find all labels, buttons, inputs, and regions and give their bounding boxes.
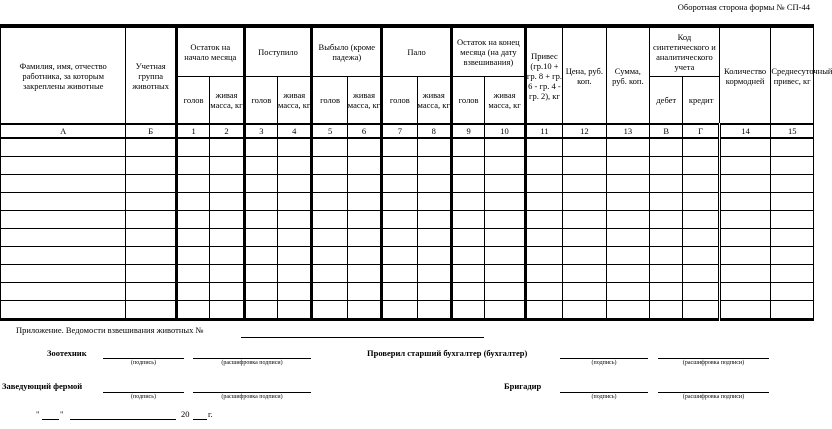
entry-cell[interactable]: [347, 211, 381, 229]
entry-cell[interactable]: [1, 211, 126, 229]
sub-heads-1: голов: [176, 77, 209, 125]
entry-cell[interactable]: [210, 283, 244, 301]
table-row: [1, 229, 814, 247]
table-row: [1, 175, 814, 193]
entry-cell[interactable]: [382, 138, 417, 157]
entry-cell[interactable]: [244, 157, 277, 175]
entry-cell[interactable]: [347, 138, 381, 157]
entry-cell[interactable]: [771, 175, 814, 193]
brigadier-decode-field[interactable]: [658, 392, 769, 393]
entry-cell[interactable]: [1, 283, 126, 301]
entry-cell[interactable]: [525, 175, 562, 193]
entry-cell[interactable]: [563, 138, 606, 157]
entry-cell[interactable]: [606, 265, 649, 283]
entry-cell[interactable]: [176, 247, 209, 265]
entry-cell[interactable]: [278, 193, 312, 211]
entry-cell[interactable]: [417, 175, 451, 193]
entry-cell[interactable]: [210, 265, 244, 283]
entry-cell[interactable]: [719, 138, 771, 157]
entry-cell[interactable]: [417, 138, 451, 157]
entry-cell[interactable]: [606, 138, 649, 157]
entry-cell[interactable]: [485, 301, 525, 320]
entry-cell[interactable]: [244, 247, 277, 265]
index-cell: Г: [683, 124, 719, 138]
entry-cell[interactable]: [650, 175, 683, 193]
date-year-suffix: г.: [208, 409, 213, 419]
entry-cell[interactable]: [244, 265, 277, 283]
col-group-header: Учетная группа животных: [126, 26, 177, 124]
entry-cell[interactable]: [451, 301, 484, 320]
table-row: [1, 138, 814, 157]
entry-cell[interactable]: [312, 301, 347, 320]
date-year-field[interactable]: [193, 419, 207, 420]
col-gain-header: Привес (гр.10 + гр. 8 + гр. 6 - гр. 4 - гр. 2), кг: [525, 26, 562, 124]
index-cell: 8: [417, 124, 451, 138]
brigadier-signature-field[interactable]: [560, 392, 648, 393]
entry-cell[interactable]: [312, 138, 347, 157]
entry-cell[interactable]: [126, 229, 177, 247]
entry-cell[interactable]: [244, 283, 277, 301]
index-cell: 14: [719, 124, 771, 138]
entry-cell[interactable]: [485, 138, 525, 157]
table-row: [1, 265, 814, 283]
entry-cell[interactable]: [417, 193, 451, 211]
entry-cell[interactable]: [210, 175, 244, 193]
entry-cell[interactable]: [525, 229, 562, 247]
entry-cell[interactable]: [417, 265, 451, 283]
entry-cell[interactable]: [683, 193, 719, 211]
entry-cell[interactable]: [719, 229, 771, 247]
sub-weight-4: живая масса, кг: [278, 77, 312, 125]
entry-cell[interactable]: [210, 247, 244, 265]
report-table: [0, 24, 832, 321]
entry-cell[interactable]: [312, 283, 347, 301]
table-row: [1, 247, 814, 265]
entry-cell[interactable]: [563, 247, 606, 265]
entry-cell[interactable]: [771, 138, 814, 157]
entry-cell[interactable]: [485, 193, 525, 211]
checked-by-label: Проверил старший бухгалтер (бухгалтер): [367, 348, 528, 358]
index-cell: 4: [278, 124, 312, 138]
entry-cell[interactable]: [417, 247, 451, 265]
sub-heads-3: голов: [244, 77, 277, 125]
checked-decode-field[interactable]: [658, 358, 769, 359]
entry-cell[interactable]: [312, 211, 347, 229]
entry-cell[interactable]: [525, 157, 562, 175]
entry-cell[interactable]: [312, 175, 347, 193]
entry-cell[interactable]: [347, 175, 381, 193]
entry-cell[interactable]: [683, 283, 719, 301]
sub-heads-5: голов: [312, 77, 347, 125]
entry-cell[interactable]: [278, 301, 312, 320]
entry-cell[interactable]: [771, 283, 814, 301]
entry-cell[interactable]: [176, 138, 209, 157]
entry-cell[interactable]: [278, 175, 312, 193]
entry-cell[interactable]: [1, 175, 126, 193]
entry-cell[interactable]: [485, 265, 525, 283]
entry-cell[interactable]: [525, 138, 562, 157]
entry-cell[interactable]: [176, 229, 209, 247]
entry-cell[interactable]: [525, 193, 562, 211]
attachment-number-field[interactable]: [241, 337, 484, 338]
checked-signature-field[interactable]: [560, 358, 648, 359]
farm-head-decode-field[interactable]: [193, 392, 311, 393]
signature-hint: (подпись): [131, 360, 156, 366]
entry-cell[interactable]: [278, 265, 312, 283]
index-cell: 2: [210, 124, 244, 138]
table-row: [1, 301, 814, 320]
col-arrived-header: Поступило: [244, 26, 312, 77]
entry-cell[interactable]: [417, 157, 451, 175]
entry-cell[interactable]: [210, 193, 244, 211]
column-index-row: [1, 124, 814, 138]
index-cell: А: [1, 124, 126, 138]
entry-cell[interactable]: [278, 157, 312, 175]
entry-cell[interactable]: [719, 175, 771, 193]
entry-rows: [1, 138, 814, 320]
entry-cell[interactable]: [606, 193, 649, 211]
col-code-header: Код синтетического и аналитического учета: [650, 26, 720, 77]
farm-head-signature-field[interactable]: [103, 392, 184, 393]
entry-cell[interactable]: [382, 247, 417, 265]
sub-debit: дебет: [650, 77, 683, 125]
header-row-1: [1, 26, 814, 77]
entry-cell[interactable]: [485, 229, 525, 247]
entry-cell[interactable]: [417, 211, 451, 229]
entry-cell[interactable]: [176, 265, 209, 283]
entry-cell[interactable]: [719, 301, 771, 320]
entry-cell[interactable]: [126, 265, 177, 283]
col-start-header: Остаток на начало месяца: [176, 26, 244, 77]
entry-cell[interactable]: [525, 211, 562, 229]
entry-cell[interactable]: [278, 229, 312, 247]
entry-cell[interactable]: [563, 157, 606, 175]
col-retired-header: Выбыло (кроме падежа): [312, 26, 382, 77]
entry-cell[interactable]: [683, 265, 719, 283]
entry-cell[interactable]: [650, 229, 683, 247]
col-daily-gain-header: Среднесуточный привес, кг: [771, 26, 814, 124]
entry-cell[interactable]: [1, 229, 126, 247]
entry-cell[interactable]: [126, 247, 177, 265]
entry-cell[interactable]: [525, 283, 562, 301]
entry-cell[interactable]: [683, 175, 719, 193]
entry-cell[interactable]: [278, 247, 312, 265]
entry-cell[interactable]: [485, 247, 525, 265]
entry-cell[interactable]: [451, 265, 484, 283]
entry-cell[interactable]: [650, 193, 683, 211]
entry-cell[interactable]: [417, 301, 451, 320]
entry-cell[interactable]: [176, 193, 209, 211]
index-cell: 10: [485, 124, 525, 138]
index-cell: 13: [606, 124, 649, 138]
entry-cell[interactable]: [719, 283, 771, 301]
index-cell: В: [650, 124, 683, 138]
entry-cell[interactable]: [382, 283, 417, 301]
sub-heads-7: голов: [382, 77, 417, 125]
entry-cell[interactable]: [719, 193, 771, 211]
entry-cell[interactable]: [650, 157, 683, 175]
table-row: [1, 157, 814, 175]
entry-cell[interactable]: [278, 283, 312, 301]
entry-cell[interactable]: [347, 193, 381, 211]
signature-hint: (подпись): [591, 394, 617, 400]
entry-cell[interactable]: [1, 138, 126, 157]
zootechnician-label: Зоотехник: [47, 348, 87, 358]
entry-cell[interactable]: [210, 138, 244, 157]
date-year-prefix: 20: [181, 409, 190, 419]
entry-cell[interactable]: [683, 211, 719, 229]
entry-cell[interactable]: [525, 301, 562, 320]
entry-cell[interactable]: [278, 138, 312, 157]
entry-cell[interactable]: [563, 229, 606, 247]
index-cell: 5: [312, 124, 347, 138]
entry-cell[interactable]: [771, 301, 814, 320]
entry-cell[interactable]: [771, 229, 814, 247]
entry-cell[interactable]: [417, 229, 451, 247]
entry-cell[interactable]: [719, 157, 771, 175]
entry-cell[interactable]: [382, 157, 417, 175]
entry-cell[interactable]: [485, 175, 525, 193]
decode-hint: (расшифровка подписи): [682, 394, 745, 400]
entry-cell[interactable]: [771, 247, 814, 265]
entry-cell[interactable]: [683, 138, 719, 157]
entry-cell[interactable]: [451, 157, 484, 175]
brigadier-label: Бригадир: [504, 381, 542, 391]
entry-cell[interactable]: [126, 193, 177, 211]
entry-cell[interactable]: [210, 211, 244, 229]
zootechnician-decode-field[interactable]: [193, 358, 311, 359]
col-sum-header: Сумма, руб. коп.: [606, 26, 649, 124]
entry-cell[interactable]: [382, 211, 417, 229]
index-cell: 15: [771, 124, 814, 138]
date-month-field[interactable]: [70, 419, 176, 420]
date-quote-close: ": [60, 409, 64, 419]
entry-cell[interactable]: [1, 265, 126, 283]
entry-cell[interactable]: [451, 211, 484, 229]
entry-cell[interactable]: [683, 247, 719, 265]
entry-cell[interactable]: [1, 247, 126, 265]
entry-cell[interactable]: [126, 157, 177, 175]
entry-cell[interactable]: [382, 193, 417, 211]
date-quote-open: ": [36, 409, 40, 419]
attachment-label: Приложение. Ведомости взвешивания животных №: [16, 325, 204, 335]
entry-cell[interactable]: [312, 247, 347, 265]
entry-cell[interactable]: [176, 175, 209, 193]
index-cell: 12: [563, 124, 606, 138]
farm-head-label: Заведующий фермой: [2, 381, 83, 391]
date-day-field[interactable]: [42, 419, 59, 420]
entry-cell[interactable]: [312, 157, 347, 175]
entry-cell[interactable]: [771, 211, 814, 229]
entry-cell[interactable]: [126, 138, 177, 157]
entry-cell[interactable]: [650, 283, 683, 301]
entry-cell[interactable]: [347, 229, 381, 247]
entry-cell[interactable]: [176, 211, 209, 229]
entry-cell[interactable]: [485, 211, 525, 229]
entry-cell[interactable]: [312, 265, 347, 283]
entry-cell[interactable]: [719, 265, 771, 283]
entry-cell[interactable]: [650, 138, 683, 157]
index-cell: Б: [126, 124, 177, 138]
entry-cell[interactable]: [650, 211, 683, 229]
entry-cell[interactable]: [1, 301, 126, 320]
decode-hint: (расшифровка подписи): [221, 360, 283, 366]
entry-cell[interactable]: [244, 229, 277, 247]
sub-weight-6: живая масса, кг: [347, 77, 381, 125]
signatures-footer: [0, 320, 814, 429]
entry-cell[interactable]: [485, 283, 525, 301]
entry-cell[interactable]: [347, 283, 381, 301]
col-died-header: Пало: [382, 26, 452, 77]
decode-hint: (расшифровка подписи): [221, 394, 283, 400]
zootechnician-signature-field[interactable]: [103, 358, 184, 359]
col-price-header: Цена, руб. коп.: [563, 26, 606, 124]
entry-cell[interactable]: [210, 301, 244, 320]
entry-cell[interactable]: [771, 193, 814, 211]
table-row: [1, 283, 814, 301]
entry-cell[interactable]: [382, 175, 417, 193]
sub-heads-9: голов: [451, 77, 484, 125]
entry-cell[interactable]: [244, 211, 277, 229]
entry-cell[interactable]: [683, 229, 719, 247]
entry-cell[interactable]: [451, 193, 484, 211]
entry-cell[interactable]: [485, 157, 525, 175]
entry-cell[interactable]: [312, 229, 347, 247]
col-end-header: Остаток на конец месяца (на дату взвешивания): [451, 26, 525, 77]
entry-cell[interactable]: [563, 265, 606, 283]
entry-cell[interactable]: [563, 211, 606, 229]
entry-cell[interactable]: [563, 175, 606, 193]
entry-cell[interactable]: [606, 301, 649, 320]
entry-cell[interactable]: [606, 247, 649, 265]
index-cell: 6: [347, 124, 381, 138]
entry-cell[interactable]: [417, 283, 451, 301]
entry-cell[interactable]: [525, 247, 562, 265]
entry-cell[interactable]: [683, 157, 719, 175]
col-feed-days-header: Количество кормодней: [719, 26, 771, 124]
entry-cell[interactable]: [451, 175, 484, 193]
entry-cell[interactable]: [563, 283, 606, 301]
entry-cell[interactable]: [606, 157, 649, 175]
entry-cell[interactable]: [683, 301, 719, 320]
entry-cell[interactable]: [650, 265, 683, 283]
entry-cell[interactable]: [771, 265, 814, 283]
index-cell: 9: [451, 124, 484, 138]
entry-cell[interactable]: [126, 301, 177, 320]
entry-cell[interactable]: [244, 301, 277, 320]
entry-cell[interactable]: [606, 211, 649, 229]
entry-cell[interactable]: [563, 193, 606, 211]
entry-cell[interactable]: [606, 175, 649, 193]
entry-cell[interactable]: [126, 211, 177, 229]
col-name-header: Фамилия, имя, отчество работника, за которым закреплены животные: [1, 26, 126, 124]
entry-cell[interactable]: [525, 265, 562, 283]
entry-cell[interactable]: [650, 247, 683, 265]
entry-cell[interactable]: [606, 229, 649, 247]
entry-cell[interactable]: [126, 283, 177, 301]
entry-cell[interactable]: [719, 211, 771, 229]
form-number-title: Оборотная сторона формы № СП-44: [677, 2, 810, 12]
signature-hint: (подпись): [131, 394, 156, 400]
entry-cell[interactable]: [347, 247, 381, 265]
decode-hint: (расшифровка подписи): [682, 360, 745, 366]
sub-weight-2: живая масса, кг: [210, 77, 244, 125]
index-cell: 1: [176, 124, 209, 138]
index-cell: 11: [525, 124, 562, 138]
entry-cell[interactable]: [771, 157, 814, 175]
entry-cell[interactable]: [278, 211, 312, 229]
entry-cell[interactable]: [126, 175, 177, 193]
entry-cell[interactable]: [451, 283, 484, 301]
entry-cell[interactable]: [451, 247, 484, 265]
entry-cell[interactable]: [244, 193, 277, 211]
entry-cell[interactable]: [176, 301, 209, 320]
entry-cell[interactable]: [244, 138, 277, 157]
entry-cell[interactable]: [176, 157, 209, 175]
entry-cell[interactable]: [382, 229, 417, 247]
signature-hint: (подпись): [591, 360, 617, 366]
entry-cell[interactable]: [451, 229, 484, 247]
sub-weight-10: живая масса, кг: [485, 77, 525, 125]
entry-cell[interactable]: [312, 193, 347, 211]
entry-cell[interactable]: [382, 301, 417, 320]
entry-cell[interactable]: [347, 157, 381, 175]
index-cell: 7: [382, 124, 417, 138]
entry-cell[interactable]: [606, 283, 649, 301]
entry-cell[interactable]: [1, 193, 126, 211]
sub-weight-8: живая масса, кг: [417, 77, 451, 125]
table-row: [1, 193, 814, 211]
entry-cell[interactable]: [563, 301, 606, 320]
entry-cell[interactable]: [347, 265, 381, 283]
entry-cell[interactable]: [176, 283, 209, 301]
entry-cell[interactable]: [210, 229, 244, 247]
sub-credit: кредит: [683, 77, 719, 125]
entry-cell[interactable]: [1, 157, 126, 175]
entry-cell[interactable]: [650, 301, 683, 320]
table-row: [1, 211, 814, 229]
entry-cell[interactable]: [719, 247, 771, 265]
entry-cell[interactable]: [382, 265, 417, 283]
entry-cell[interactable]: [210, 157, 244, 175]
entry-cell[interactable]: [347, 301, 381, 320]
entry-cell[interactable]: [244, 175, 277, 193]
entry-cell[interactable]: [451, 138, 484, 157]
index-cell: 3: [244, 124, 277, 138]
